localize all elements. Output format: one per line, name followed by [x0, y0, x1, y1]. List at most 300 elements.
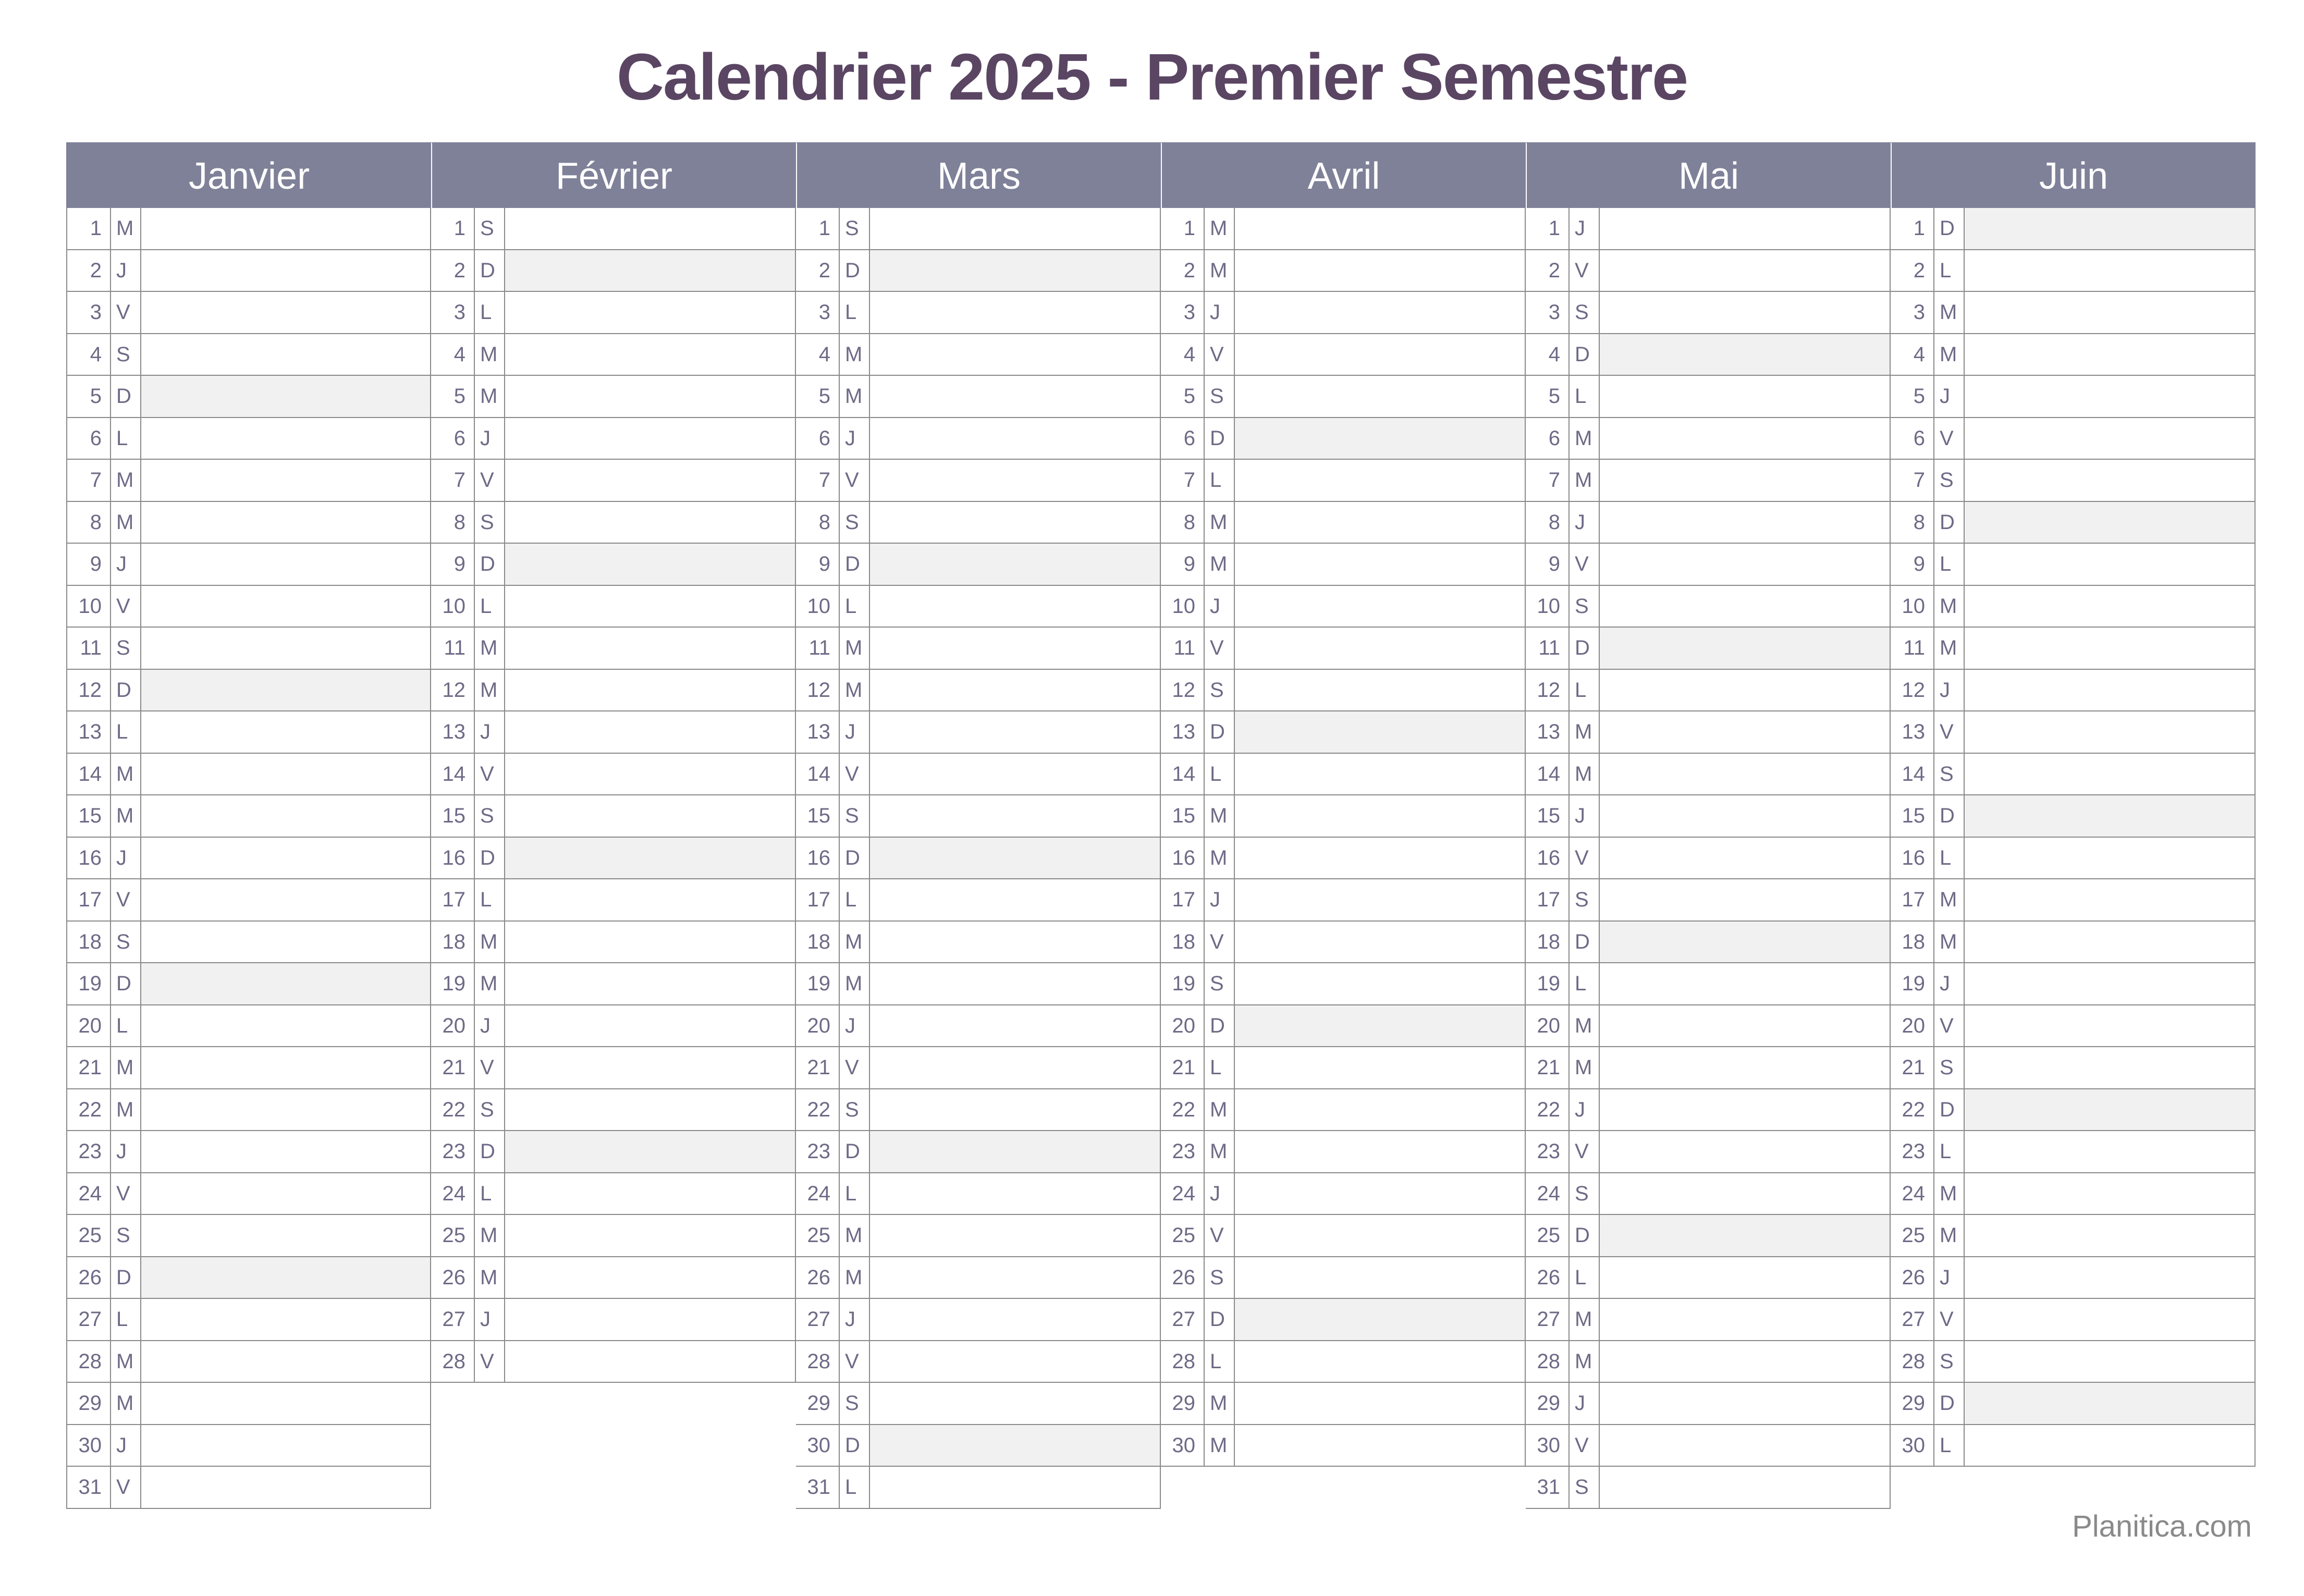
day-of-week: V: [1570, 544, 1600, 585]
note-cell[interactable]: [1235, 502, 1525, 543]
day-of-week: J: [1570, 1383, 1600, 1424]
day-of-week: M: [1205, 795, 1235, 837]
day-number: 2: [67, 250, 111, 291]
note-cell[interactable]: [1235, 544, 1525, 585]
site-credit[interactable]: Planitica.com: [2072, 1509, 2252, 1543]
day-number: 23: [431, 1131, 475, 1172]
note-cell[interactable]: [870, 1089, 1160, 1131]
note-cell[interactable]: [505, 1215, 795, 1256]
day-number: 26: [1526, 1257, 1570, 1298]
note-cell[interactable]: [1965, 922, 2254, 963]
day-number: 20: [67, 1005, 111, 1047]
note-cell[interactable]: [1965, 250, 2254, 291]
note-cell[interactable]: [1965, 586, 2254, 627]
day-of-week: S: [111, 922, 141, 963]
day-of-week: L: [1934, 1131, 1965, 1172]
note-cell[interactable]: [141, 1425, 430, 1466]
day-row: [1891, 418, 2254, 460]
note-cell[interactable]: [141, 208, 430, 249]
note-cell[interactable]: [870, 1425, 1160, 1466]
note-cell[interactable]: [505, 795, 795, 837]
day-of-week: M: [840, 670, 870, 711]
day-of-week: S: [475, 795, 505, 837]
day-row: [67, 628, 430, 670]
note-cell[interactable]: [1965, 1131, 2254, 1172]
day-of-week: J: [1570, 1089, 1600, 1131]
day-row: [1161, 1341, 1525, 1383]
day-row: [796, 502, 1160, 544]
note-cell[interactable]: [1965, 208, 2254, 249]
day-row: [796, 1467, 1160, 1509]
note-cell[interactable]: [505, 418, 795, 459]
day-of-week: D: [1570, 334, 1600, 375]
day-row: [796, 1215, 1160, 1257]
day-row: [431, 795, 795, 838]
day-row: [431, 754, 795, 796]
note-cell[interactable]: [1965, 1257, 2254, 1298]
note-cell[interactable]: [1600, 1257, 1890, 1298]
day-of-week: D: [475, 544, 505, 585]
note-cell[interactable]: [505, 754, 795, 795]
day-of-week: D: [111, 1257, 141, 1298]
note-cell[interactable]: [141, 418, 430, 459]
note-cell[interactable]: [505, 963, 795, 1004]
note-cell[interactable]: [1235, 1173, 1525, 1214]
day-of-week: M: [475, 628, 505, 669]
note-cell[interactable]: [141, 376, 430, 417]
day-number: 12: [1891, 670, 1934, 711]
day-row: [67, 292, 430, 334]
day-of-week: V: [840, 1047, 870, 1088]
day-of-week: D: [1570, 922, 1600, 963]
note-cell[interactable]: [1235, 628, 1525, 669]
day-of-week: M: [475, 1215, 505, 1256]
note-cell[interactable]: [1235, 460, 1525, 501]
note-cell[interactable]: [870, 1131, 1160, 1172]
note-cell[interactable]: [141, 963, 430, 1004]
day-row: [796, 586, 1160, 628]
note-cell[interactable]: [870, 418, 1160, 459]
note-cell[interactable]: [1600, 334, 1890, 375]
note-cell[interactable]: [1965, 963, 2254, 1004]
note-cell[interactable]: [141, 628, 430, 669]
day-of-week: M: [1205, 208, 1235, 249]
note-cell[interactable]: [1965, 460, 2254, 501]
note-cell[interactable]: [505, 1089, 795, 1131]
note-cell[interactable]: [141, 754, 430, 795]
note-cell[interactable]: [870, 334, 1160, 375]
note-cell[interactable]: [1235, 334, 1525, 375]
note-cell[interactable]: [1965, 1341, 2254, 1382]
note-cell[interactable]: [1965, 376, 2254, 417]
day-row: [1891, 544, 2254, 586]
note-cell[interactable]: [505, 838, 795, 879]
note-cell[interactable]: [1965, 838, 2254, 879]
day-of-week: S: [1205, 670, 1235, 711]
note-cell[interactable]: [1965, 754, 2254, 795]
note-cell[interactable]: [870, 1383, 1160, 1424]
note-cell[interactable]: [1600, 208, 1890, 249]
note-cell[interactable]: [1235, 838, 1525, 879]
note-cell[interactable]: [1600, 292, 1890, 333]
day-number: 15: [67, 795, 111, 837]
note-cell[interactable]: [870, 1047, 1160, 1088]
note-cell[interactable]: [870, 1257, 1160, 1298]
note-cell[interactable]: [505, 208, 795, 249]
note-cell[interactable]: [1965, 334, 2254, 375]
note-cell[interactable]: [141, 544, 430, 585]
day-of-week: J: [475, 711, 505, 753]
day-row: [431, 460, 795, 502]
note-cell[interactable]: [505, 670, 795, 711]
day-number: 17: [1526, 879, 1570, 920]
day-number: 22: [1891, 1089, 1934, 1131]
day-of-week: M: [1205, 1131, 1235, 1172]
note-cell[interactable]: [505, 1047, 795, 1088]
day-row: [1161, 502, 1525, 544]
note-cell[interactable]: [1235, 922, 1525, 963]
day-row: [431, 208, 795, 250]
note-cell[interactable]: [1235, 1425, 1525, 1466]
note-cell[interactable]: [141, 1299, 430, 1340]
note-cell[interactable]: [870, 795, 1160, 837]
day-number: 22: [796, 1089, 840, 1131]
note-cell[interactable]: [870, 1173, 1160, 1214]
day-row: [67, 1131, 430, 1173]
note-cell[interactable]: [870, 544, 1160, 585]
note-cell[interactable]: [1965, 670, 2254, 711]
note-cell[interactable]: [1235, 292, 1525, 333]
month-column: [1161, 142, 1526, 1467]
note-cell[interactable]: [870, 250, 1160, 291]
day-of-week: M: [1205, 1089, 1235, 1131]
note-cell[interactable]: [505, 586, 795, 627]
note-cell[interactable]: [870, 1215, 1160, 1256]
note-cell[interactable]: [1235, 1131, 1525, 1172]
day-row: [67, 879, 430, 922]
note-cell[interactable]: [1965, 1425, 2254, 1466]
note-cell[interactable]: [1965, 795, 2254, 837]
day-row: [1891, 292, 2254, 334]
note-cell[interactable]: [505, 250, 795, 291]
day-number: 17: [1161, 879, 1205, 920]
note-cell[interactable]: [505, 1299, 795, 1340]
day-number: 24: [1161, 1173, 1205, 1214]
note-cell[interactable]: [1600, 1383, 1890, 1424]
note-cell[interactable]: [870, 879, 1160, 920]
day-number: 1: [1891, 208, 1934, 249]
day-of-week: D: [1205, 418, 1235, 459]
note-cell[interactable]: [1235, 1089, 1525, 1131]
day-row: [431, 334, 795, 376]
note-cell[interactable]: [1965, 1383, 2254, 1424]
note-cell[interactable]: [141, 1089, 430, 1131]
day-of-week: D: [1205, 1005, 1235, 1047]
note-cell[interactable]: [141, 670, 430, 711]
note-cell[interactable]: [870, 376, 1160, 417]
day-of-week: L: [111, 711, 141, 753]
note-cell[interactable]: [141, 502, 430, 543]
day-number: 27: [1161, 1299, 1205, 1340]
note-cell[interactable]: [1965, 711, 2254, 753]
note-cell[interactable]: [505, 711, 795, 753]
note-cell[interactable]: [1235, 250, 1525, 291]
note-cell[interactable]: [870, 1341, 1160, 1382]
note-cell[interactable]: [1600, 1005, 1890, 1047]
note-cell[interactable]: [1600, 418, 1890, 459]
note-cell[interactable]: [141, 586, 430, 627]
note-cell[interactable]: [1235, 963, 1525, 1004]
month-header: Janvier: [66, 142, 431, 208]
note-cell[interactable]: [141, 1047, 430, 1088]
day-row: [1526, 208, 1890, 250]
note-cell[interactable]: [1965, 418, 2254, 459]
day-number: 28: [67, 1341, 111, 1382]
note-cell[interactable]: [141, 1173, 430, 1214]
note-cell[interactable]: [1235, 208, 1525, 249]
month-header: Mai: [1526, 142, 1891, 208]
day-row: [67, 1383, 430, 1425]
note-cell[interactable]: [505, 292, 795, 333]
note-cell[interactable]: [1965, 1005, 2254, 1047]
note-cell[interactable]: [1600, 1299, 1890, 1340]
day-of-week: D: [111, 376, 141, 417]
note-cell[interactable]: [505, 1005, 795, 1047]
note-cell[interactable]: [1235, 1341, 1525, 1382]
note-cell[interactable]: [1600, 1341, 1890, 1382]
day-number: 1: [1161, 208, 1205, 249]
note-cell[interactable]: [505, 334, 795, 375]
day-row: [1526, 838, 1890, 880]
note-cell[interactable]: [1600, 1425, 1890, 1466]
note-cell[interactable]: [505, 502, 795, 543]
day-row: [431, 544, 795, 586]
note-cell[interactable]: [1600, 838, 1890, 879]
day-of-week: D: [1934, 795, 1965, 837]
note-cell[interactable]: [141, 795, 430, 837]
note-cell[interactable]: [1965, 879, 2254, 920]
note-cell[interactable]: [1965, 1173, 2254, 1214]
note-cell[interactable]: [870, 1005, 1160, 1047]
note-cell[interactable]: [870, 754, 1160, 795]
day-of-week: S: [1570, 292, 1600, 333]
day-number: 21: [431, 1047, 475, 1088]
note-cell[interactable]: [1965, 628, 2254, 669]
day-of-week: M: [1934, 586, 1965, 627]
note-cell[interactable]: [1600, 586, 1890, 627]
note-cell[interactable]: [505, 922, 795, 963]
day-number: 29: [67, 1383, 111, 1424]
note-cell[interactable]: [870, 1467, 1160, 1508]
day-number: 5: [67, 376, 111, 417]
day-of-week: M: [111, 1047, 141, 1088]
note-cell[interactable]: [1965, 1089, 2254, 1131]
note-cell[interactable]: [505, 628, 795, 669]
note-cell[interactable]: [1600, 922, 1890, 963]
note-cell[interactable]: [505, 460, 795, 501]
note-cell[interactable]: [870, 460, 1160, 501]
day-of-week: S: [1934, 1341, 1965, 1382]
note-cell[interactable]: [1965, 1215, 2254, 1256]
note-cell[interactable]: [141, 292, 430, 333]
note-cell[interactable]: [870, 963, 1160, 1004]
note-cell[interactable]: [1235, 418, 1525, 459]
note-cell[interactable]: [1235, 1047, 1525, 1088]
day-number: 27: [796, 1299, 840, 1340]
note-cell[interactable]: [141, 711, 430, 753]
day-number: 28: [1161, 1341, 1205, 1382]
day-number: 11: [796, 628, 840, 669]
note-cell[interactable]: [1600, 376, 1890, 417]
day-number: 19: [796, 963, 840, 1004]
day-of-week: M: [1570, 418, 1600, 459]
day-number: 28: [796, 1341, 840, 1382]
day-of-week: S: [475, 502, 505, 543]
note-cell[interactable]: [141, 460, 430, 501]
day-number: 26: [796, 1257, 840, 1298]
note-cell[interactable]: [1235, 795, 1525, 837]
note-cell[interactable]: [505, 1341, 795, 1382]
day-row: [67, 1257, 430, 1299]
day-row: [431, 1005, 795, 1048]
note-cell[interactable]: [870, 208, 1160, 249]
note-cell[interactable]: [1965, 1047, 2254, 1088]
day-number: 20: [796, 1005, 840, 1047]
day-of-week: M: [1205, 544, 1235, 585]
day-of-week: M: [1570, 1341, 1600, 1382]
day-number: 9: [1526, 544, 1570, 585]
note-cell[interactable]: [870, 586, 1160, 627]
note-cell[interactable]: [870, 922, 1160, 963]
note-cell[interactable]: [141, 334, 430, 375]
day-row: [1161, 250, 1525, 292]
note-cell[interactable]: [1600, 502, 1890, 543]
note-cell[interactable]: [870, 1299, 1160, 1340]
note-cell[interactable]: [870, 628, 1160, 669]
day-number: 5: [431, 376, 475, 417]
day-row: [796, 711, 1160, 754]
day-number: 2: [431, 250, 475, 291]
note-cell[interactable]: [1235, 754, 1525, 795]
day-row: [1161, 670, 1525, 712]
note-cell[interactable]: [141, 879, 430, 920]
day-number: 11: [431, 628, 475, 669]
note-cell[interactable]: [1600, 1089, 1890, 1131]
note-cell[interactable]: [1235, 376, 1525, 417]
day-row: [1161, 1173, 1525, 1216]
day-of-week: L: [475, 292, 505, 333]
note-cell[interactable]: [141, 1341, 430, 1382]
note-cell[interactable]: [870, 502, 1160, 543]
note-cell[interactable]: [141, 838, 430, 879]
note-cell[interactable]: [870, 711, 1160, 753]
note-cell[interactable]: [1235, 711, 1525, 753]
note-cell[interactable]: [505, 1257, 795, 1298]
note-cell[interactable]: [1600, 711, 1890, 753]
note-cell[interactable]: [1600, 963, 1890, 1004]
day-number: 4: [67, 334, 111, 375]
day-number: 22: [67, 1089, 111, 1131]
note-cell[interactable]: [1600, 628, 1890, 669]
note-cell[interactable]: [1600, 1467, 1890, 1508]
note-cell[interactable]: [1600, 460, 1890, 501]
note-cell[interactable]: [1600, 1173, 1890, 1214]
note-cell[interactable]: [1235, 879, 1525, 920]
note-cell[interactable]: [1235, 586, 1525, 627]
note-cell[interactable]: [505, 376, 795, 417]
day-of-week: V: [111, 1467, 141, 1508]
note-cell[interactable]: [1600, 879, 1890, 920]
day-number: 14: [796, 754, 840, 795]
day-of-week: V: [1570, 838, 1600, 879]
day-number: 13: [1526, 711, 1570, 753]
note-cell[interactable]: [1600, 1047, 1890, 1088]
note-cell[interactable]: [1600, 1131, 1890, 1172]
note-cell[interactable]: [141, 1383, 430, 1424]
note-cell[interactable]: [141, 1131, 430, 1172]
day-number: 17: [67, 879, 111, 920]
day-of-week: J: [111, 1131, 141, 1172]
note-cell[interactable]: [1235, 670, 1525, 711]
note-cell[interactable]: [1600, 754, 1890, 795]
note-cell[interactable]: [505, 879, 795, 920]
day-row: [1526, 544, 1890, 586]
note-cell[interactable]: [1600, 250, 1890, 291]
day-of-week: J: [111, 838, 141, 879]
note-cell[interactable]: [141, 250, 430, 291]
note-cell[interactable]: [1600, 544, 1890, 585]
day-number: 7: [1526, 460, 1570, 501]
note-cell[interactable]: [1965, 544, 2254, 585]
day-number: 12: [67, 670, 111, 711]
day-row: [1161, 544, 1525, 586]
day-row: [67, 838, 430, 880]
note-cell[interactable]: [141, 1257, 430, 1298]
note-cell[interactable]: [141, 1005, 430, 1047]
day-number: 29: [1891, 1383, 1934, 1424]
note-cell[interactable]: [505, 1173, 795, 1214]
day-row: [431, 292, 795, 334]
day-number: 20: [1526, 1005, 1570, 1047]
day-number: 3: [1891, 292, 1934, 333]
note-cell[interactable]: [870, 838, 1160, 879]
note-cell[interactable]: [505, 544, 795, 585]
note-cell[interactable]: [1965, 502, 2254, 543]
note-cell[interactable]: [1235, 1257, 1525, 1298]
note-cell[interactable]: [1965, 1299, 2254, 1340]
note-cell[interactable]: [1965, 292, 2254, 333]
day-of-week: M: [111, 1341, 141, 1382]
note-cell[interactable]: [1235, 1383, 1525, 1424]
note-cell[interactable]: [505, 1131, 795, 1172]
note-cell[interactable]: [1235, 1299, 1525, 1340]
note-cell[interactable]: [141, 922, 430, 963]
note-cell[interactable]: [1235, 1215, 1525, 1256]
note-cell[interactable]: [1600, 1215, 1890, 1256]
note-cell[interactable]: [1600, 795, 1890, 837]
note-cell[interactable]: [870, 670, 1160, 711]
note-cell[interactable]: [141, 1215, 430, 1256]
day-of-week: L: [1205, 754, 1235, 795]
note-cell[interactable]: [1235, 1005, 1525, 1047]
day-row: [1161, 628, 1525, 670]
note-cell[interactable]: [1600, 670, 1890, 711]
note-cell[interactable]: [870, 292, 1160, 333]
day-of-week: S: [1934, 1047, 1965, 1088]
day-number: 25: [1891, 1215, 1934, 1256]
note-cell[interactable]: [141, 1467, 430, 1508]
day-row: [67, 1299, 430, 1341]
